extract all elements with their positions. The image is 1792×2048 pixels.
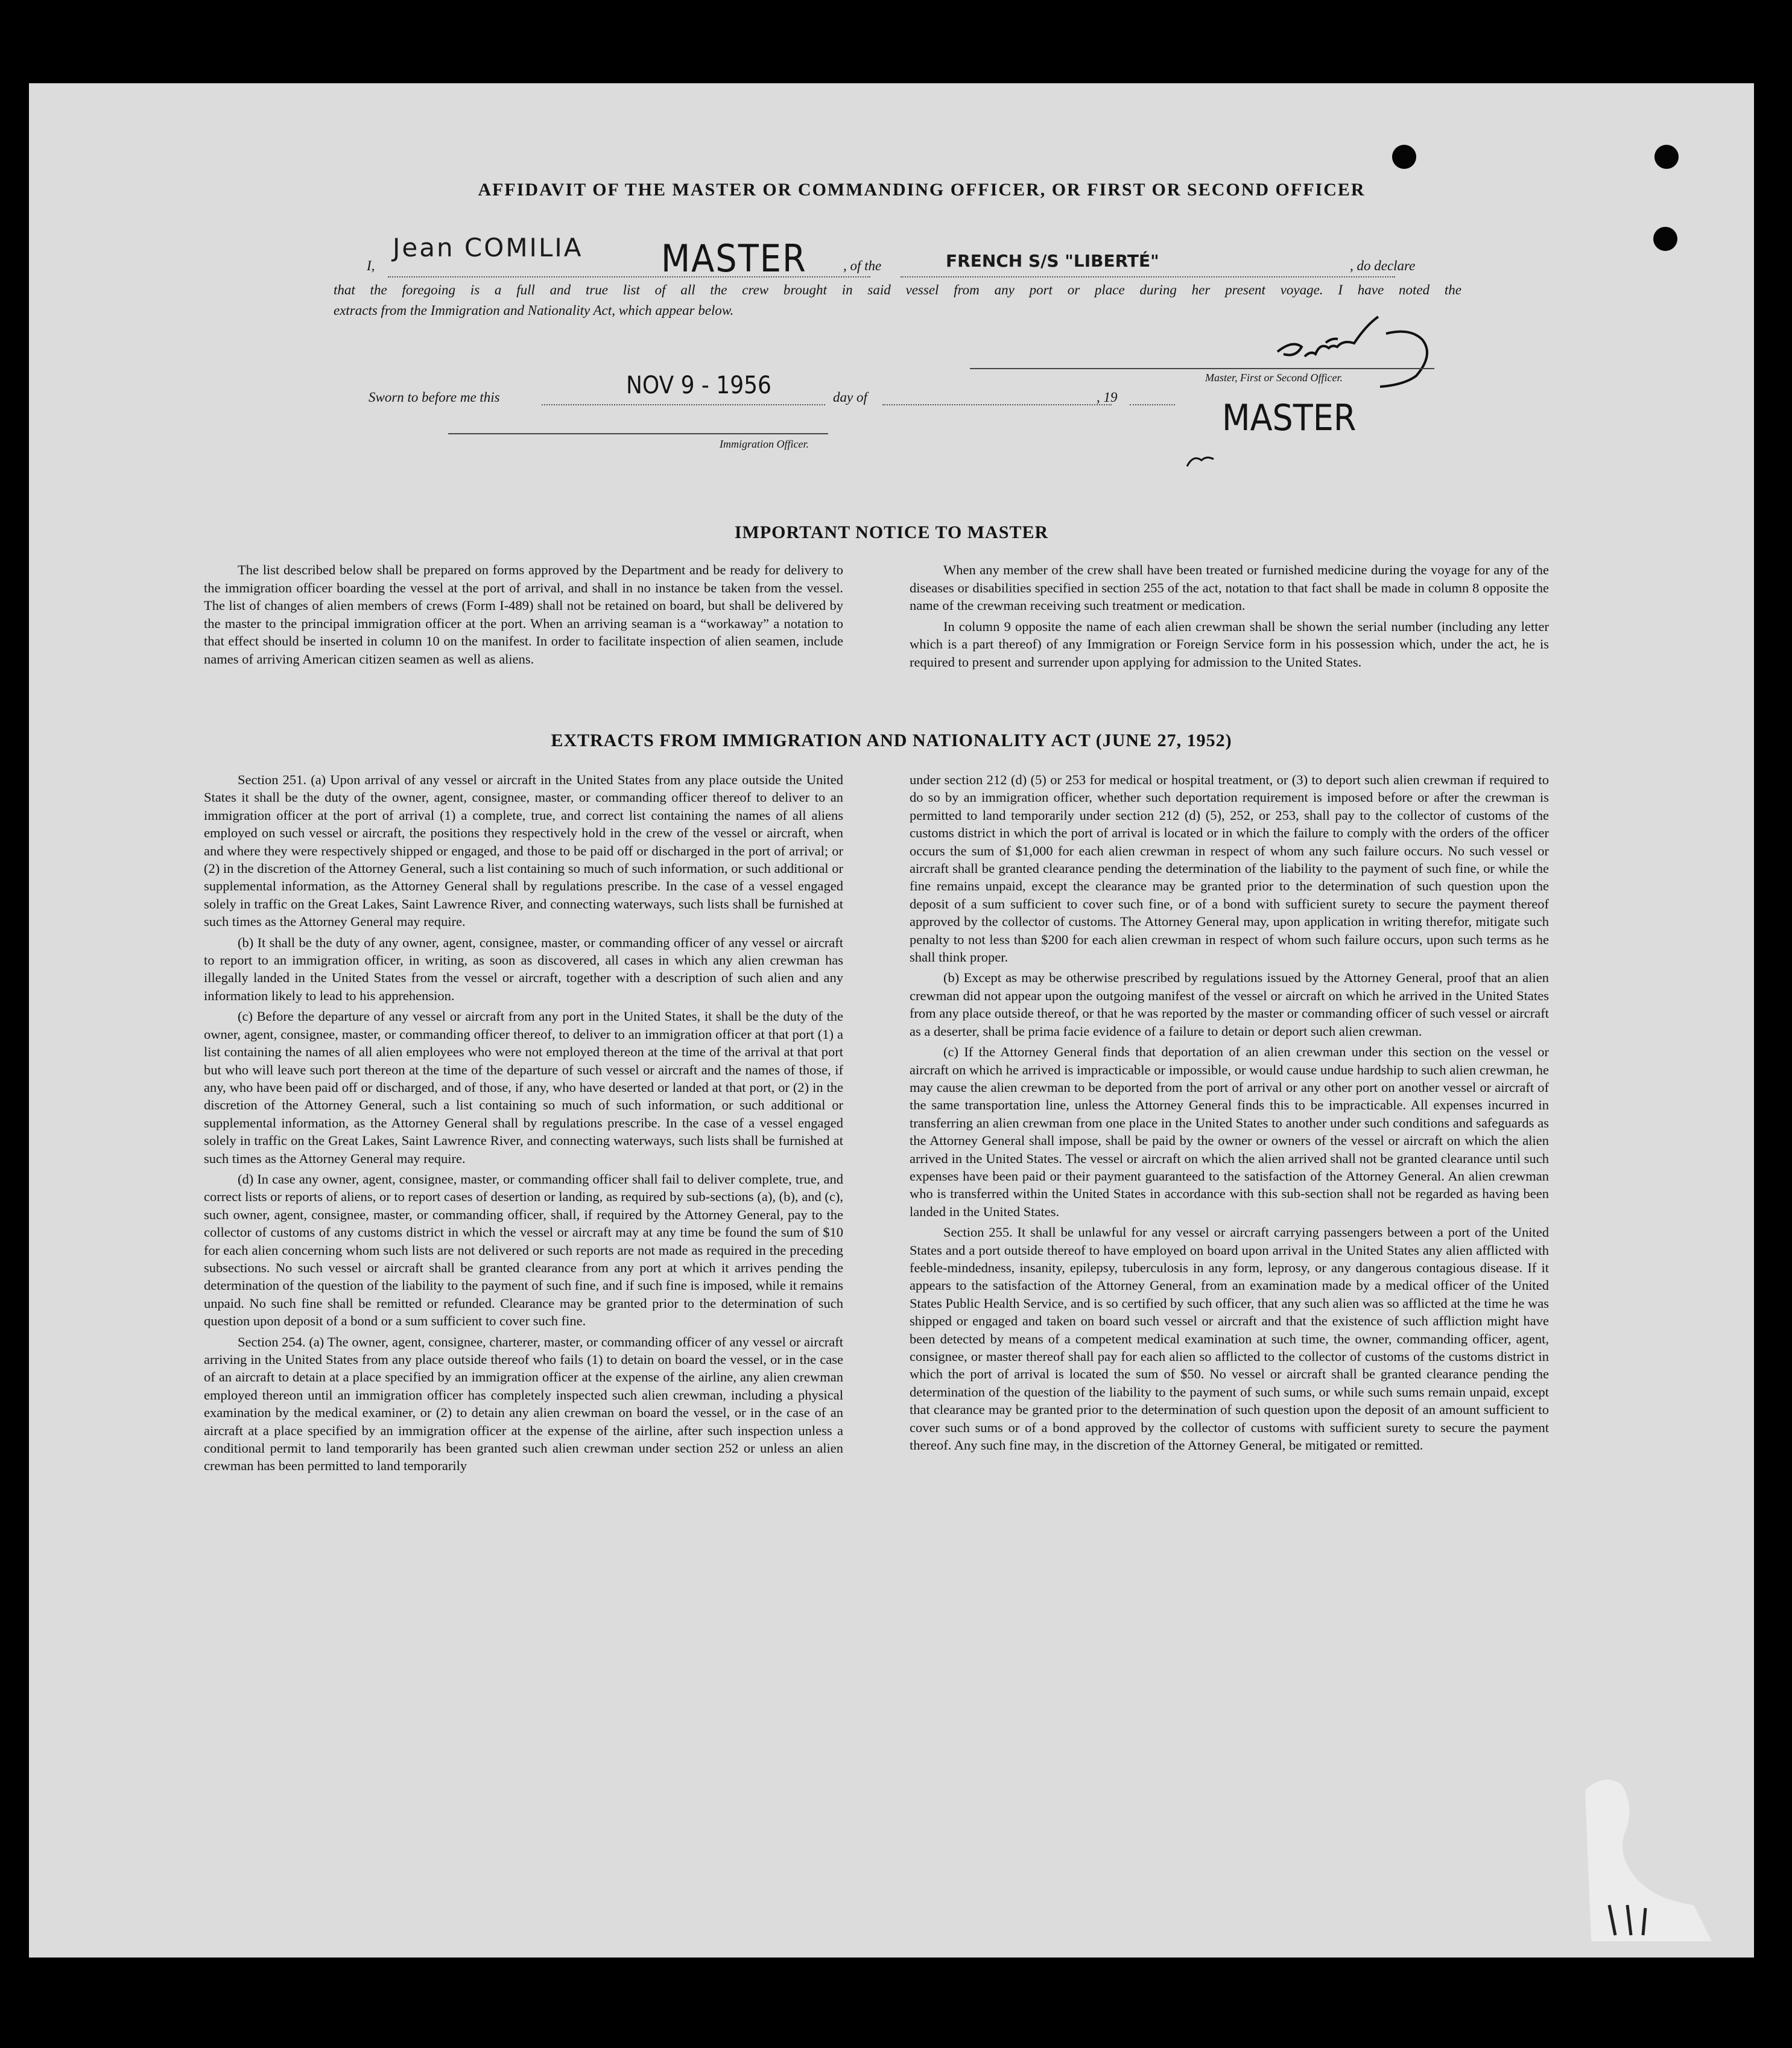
- extract-paragraph: Section 254. (a) The owner, agent, consignee, charterer, master, or commanding officer of any vessel or aircraft arriving in the United States from any place outside thereof who fails (1) to detain on board the vessel, or in the case of an aircraft to detain at a place specified by an immigration officer at the expense of the airline, any alien crewman employed thereon until an immigration officer has completely inspected such alien crewman, including a physical examination by the medical examiner, or (2) to detain any alien crewman on board the vessel, or in the case of an aircraft at a place specified by an immigration officer at the expense of the airline, after such inspection unless a conditional permit to land temporarily has been granted such alien crewman under section 252 or unless an alien crewman has been permitted to land temporarily: [204, 1334, 843, 1474]
- extract-paragraph: (c) Before the departure of any vessel or aircraft from any port in the United States, it shall be the duty of the owner, agent, consignee, master, or commanding officer thereof, to deliver to an immigration officer at that port (1) a list containing the names of all alien employees who were not employed thereon at the time of the arrival at that port but who will leave such port thereon at the time of the departure of such vessel or aircraft and the names of those, if any, who have been paid off or discharged, and of those, if any, who have deserted or landed at that port, or (2) in the discretion of the Attorney General, such a list containing so much of such information, or such additional or supplemental information, as the Attorney General shall by regulations prescribe. In the case of a vessel engaged solely in traffic on the Great Lakes, Saint Lawrence River, and connecting waterways, such lists shall be furnished at such times as the Attorney General may require.: [204, 1009, 843, 1166]
- punch-hole: [1654, 145, 1679, 169]
- notice-paragraph: The list described below shall be prepared on forms approved by the Department and be ready for delivery to the immigration officer boarding the vessel at the port of arrival, and shall in no instance be taken from the vessel. The list of changes of alien members of crews (Form I-489) shall not be retained on board, but shall be delivered by the master to the principal immigration officer at the port. When an arriving seaman is a “workaway” a notation to that effect should be inserted in column 10 on the manifest. In order to facilitate inspection of alien seamen, include names of arriving American citizen seamen as well as aliens.: [204, 562, 843, 667]
- extract-paragraph: (b) Except as may be otherwise prescribed by regulations issued by the Attorney General, proof that an alien crewman did not appear upon the outgoing manifest of the vessel or aircraft on which he arrived in the United States from any place outside thereof, or that he was reported by the master or commanding officer of such vessel or aircraft as a deserter, shall be prima facie evidence of a failure to detain or deport such alien crewman.: [910, 970, 1549, 1039]
- master-signature: [1181, 297, 1471, 472]
- extract-paragraph: under section 212 (d) (5) or 253 for medical or hospital treatment, or (3) to deport such alien crewman if required to do so by an immigration officer, whether such deportation requirement is imposed before or after the crewman is permitted to land temporarily under section 212 (d) (5), 252, or 253, shall pay to the collector of customs of the customs district in which the port of arrival is located or in which the failure to comply with the orders of the officer occurs the sum of $1,000 for each alien crewman in respect of whom any such failure occurs. No such vessel or aircraft shall be granted clearance pending the determination of the liability to the payment of such fine, or while the fine remains unpaid, except the clearance may be granted prior to the determination of such question upon the deposit of a sum sufficient to cover such fine, or of a bond with sufficient surety to secure the payment thereof approved by the collector of customs. The Attorney General may, upon application in writing therefor, mitigate such penalty to not less than $200 for each alien crewman in respect of whom such failure occurs, upon such terms as he shall think proper.: [910, 772, 1549, 965]
- notice-left-column: [204, 561, 843, 671]
- day-of-label: day of: [833, 390, 867, 405]
- extract-paragraph: (d) In case any owner, agent, consignee, master, or commanding officer shall fail to deliver complete, true, and correct lists or reports of aliens, or to report cases of desertion or landing, as required by sub-sections (a), (b), and (c), such owner, agent, consignee, master, or commanding officer, shall, if required by the Attorney General, pay to the collector of customs of any customs district in which the vessel or aircraft may at any time be found the sum of $10 for each alien concerning whom such lists are not delivered or such reports are not made as required in the preceding subsections. No such vessel or aircraft shall be granted clearance from any port at which it arrives pending the determination of the question of the liability to the payment of such fine, and if such fine is imposed, while it remains unpaid. No such fine shall be remitted or refunded. Clearance may be granted prior to the determination of such question upon deposit of a bond or a sum sufficient to cover such fine.: [204, 1171, 843, 1329]
- extracts-right-column: [910, 771, 1549, 1457]
- notice-paragraph: In column 9 opposite the name of each alien crewman shall be shown the serial number (including any letter which is a part thereof) of any Immigration or Foreign Service form in his possession which, under the act, he is required to present and surrender upon applying for admission to the United States.: [910, 618, 1549, 670]
- of-the-label: , of the: [843, 258, 882, 273]
- extract-paragraph: Section 251. (a) Upon arrival of any vessel or aircraft in the United States from any place outside the United States it shall be the duty of the owner, agent, consignee, master, or commanding officer thereof to deliver to an immigration officer at the port of arrival (1) a complete, true, and correct list containing the names of all aliens employed on such vessel or aircraft, the positions they respectively hold in the crew of the vessel or aircraft, when and where they were respectively shipped or engaged, and those to be paid off or discharged in the port of arrival; or (2) in the discretion of the Attorney General, such a list containing so much of such information, or such additional or supplemental information, as the Attorney General shall by regulations prescribe. In the case of a vessel engaged solely in traffic on the Great Lakes, Saint Lawrence River, and connecting waterways, such lists shall be furnished at such times as the Attorney General may require.: [204, 772, 843, 930]
- year-prefix: , 19: [1097, 390, 1118, 405]
- notice-paragraph: When any member of the crew shall have been treated or furnished medicine during the voyage for any of the diseases or disabilities specified in section 255 of the act, notation to that fact shall be made in column 8 opposite the name of the crewman receiving such treatment or medication.: [910, 562, 1549, 613]
- extract-paragraph: Section 255. It shall be unlawful for any vessel or aircraft carrying passengers between a port of the United States and a port outside thereof to have employed on board upon arrival in the United States any alien afflicted with feeble-mindedness, insanity, epilepsy, tuberculosis in any form, leprosy, or any dangerous contagious disease. If it appears to the satisfaction of the Attorney General, from an examination made by a medical officer of the United States Public Health Service, and is so certified by such officer, that any such alien was so afflicted at the time he was shipped or engaged and taken on board such vessel or aircraft and that the existence of such affliction might have been detected by means of a competent medical examination at such time, the owner, commanding officer, agent, consignee, or master thereof shall pay for each alien so afflicted to the collector of customs of the customs district in which the port of arrival is located the sum of $50. No vessel or aircraft shall be granted clearance pending the determination of the question of the liability to the payment of such sums, or while such sums remain unpaid, except that clearance may be granted prior to the determination of such question upon the deposit of an amount sufficient to cover such sums or of a bond approved by the collector of customs with sufficient surety to secure the payment thereof. Any such fine may, in the discretion of the Attorney General, be mitigated or remitted.: [910, 1225, 1549, 1453]
- document-sheet: [29, 83, 1754, 1958]
- sworn-date-stamp: NOV 9 - 1956: [626, 372, 771, 399]
- affidavit-prefix: I,: [367, 258, 375, 273]
- immigration-officer-label: Immigration Officer.: [720, 438, 809, 450]
- immigration-officer-line: [448, 433, 828, 434]
- master-stamp: MASTER: [1222, 397, 1357, 439]
- notice-heading: IMPORTANT NOTICE TO MASTER: [734, 522, 1049, 542]
- rank-stamp: MASTER: [661, 236, 807, 281]
- signature-line: [970, 368, 1434, 369]
- notice-right-column: [910, 561, 1549, 674]
- month-line: [882, 404, 1112, 405]
- declaration-line-2: extracts from the Immigration and Nationality Act, which appear below.: [334, 303, 734, 318]
- extract-paragraph: (c) If the Attorney General finds that deportation of an alien crewman under this section on the vessel or aircraft on which he arrived is impracticable or impossible, or would cause undue hardship to such alien crewman, he may cause the alien crewman to be deported from the port of arrival or any other port on another vessel or aircraft of the same transportation line, unless the Attorney General finds this to be impracticable. All expenses incurred in transferring an alien crewman from one place in the United States to another under such conditions and safeguards as the Attorney General shall impose, shall be paid by the owner or owners of the vessel or aircraft on which the alien arrived in the United States. The vessel or aircraft on which the alien arrived shall not be granted clearance until such expenses have been paid or their payment guaranteed to the satisfaction of the Attorney General. An alien crewman who is transferred within the United States in accordance with this sub-section shall not be regarded as having been landed in the United States.: [910, 1044, 1549, 1219]
- extracts-left-column: [204, 771, 843, 1478]
- extracts-heading: EXTRACTS FROM IMMIGRATION AND NATIONALITY ACT (JUNE 27, 1952): [551, 731, 1232, 750]
- vessel-name: FRENCH S/S "LIBERTÉ": [946, 251, 1159, 271]
- extract-paragraph: (b) It shall be the duty of any owner, agent, consignee, master, or commanding officer of any vessel or aircraft to report to an immigration officer, in writing, as soon as discovered, all cases in which any alien crewman has illegally landed in the United States from the vessel or aircraft, together with a description of such alien and any information likely to lead to his apprehension.: [204, 934, 843, 1003]
- punch-hole: [1392, 145, 1416, 169]
- master-name: Jean COMILIA: [393, 233, 583, 262]
- officer-signature-label: Master, First or Second Officer.: [1205, 372, 1343, 384]
- sworn-label: Sworn to before me this: [369, 390, 500, 405]
- punch-hole: [1653, 227, 1677, 251]
- do-declare-label: , do declare: [1350, 258, 1416, 273]
- sworn-day-line: [542, 404, 825, 405]
- year-line: [1130, 404, 1175, 405]
- declaration-line-1: that the foregoing is a full and true list of all the crew brought in said vessel from any port or place during her present voyage. I have noted the: [334, 282, 1461, 297]
- torn-corner-mark: [1573, 1766, 1742, 1947]
- vessel-line: [901, 276, 1395, 277]
- affidavit-title: AFFIDAVIT OF THE MASTER OR COMMANDING OFFICER, OR FIRST OR SECOND OFFICER: [478, 180, 1366, 200]
